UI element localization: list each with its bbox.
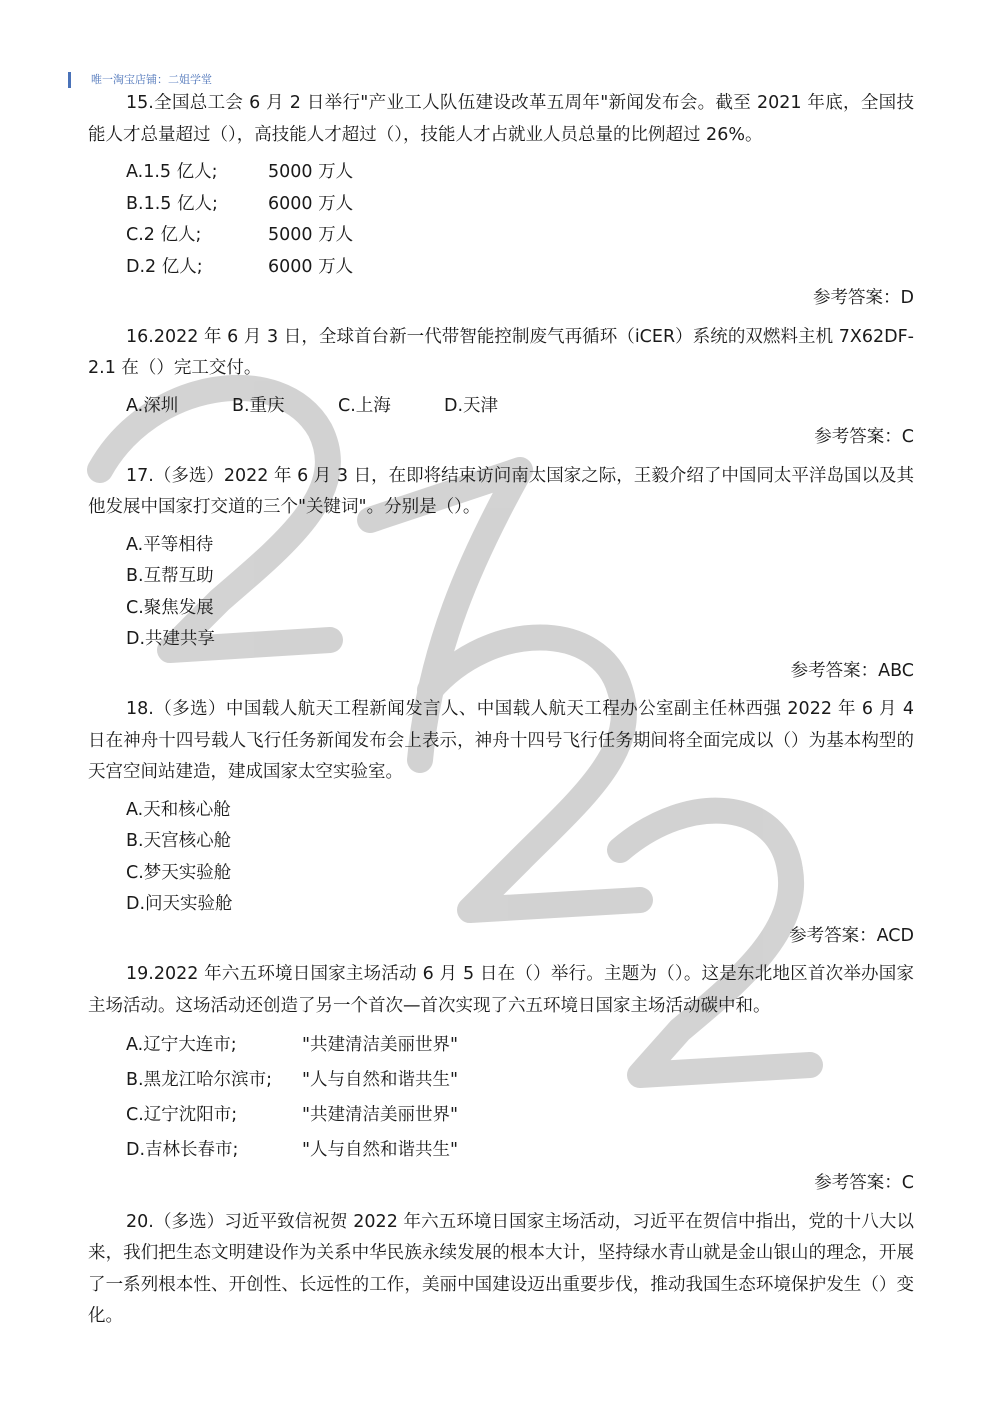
question-20-text: 20.（多选）习近平致信祝贺 2022 年六五环境日国家主场活动，习近平在贺信中指出，党的十八大以来，我们把生态文明建设作为关系中华民族永续发展的根本大计，坚持绿水青山就是金山银山的理念，开展了一系列根本性、开创性、长远性的工作，美丽中国建设迈出重要步伐，推动我国生态环境保护发生（）变化。 bbox=[88, 1211, 914, 1326]
question-19 bbox=[88, 959, 914, 1200]
question-16-answer: 参考答案：C bbox=[814, 427, 914, 447]
option-c-left: C.辽宁沈阳市; bbox=[126, 1104, 238, 1125]
option-b: B.天宫核心舱 bbox=[126, 831, 232, 851]
question-18 bbox=[88, 694, 914, 952]
option-c-left: C.2 亿人; bbox=[126, 225, 202, 245]
option-c bbox=[126, 1098, 914, 1133]
question-16-options bbox=[88, 391, 914, 423]
option-d bbox=[126, 252, 914, 284]
question-18-options bbox=[88, 795, 914, 921]
question-17-options bbox=[88, 530, 914, 656]
question-15-text: 15.全国总工会 6 月 2 日举行"产业工人队伍建设改革五周年"新闻发布会。截至 2021 年底，全国技能人才总量超过（），高技能人才超过（），技能人才占就业人员总量的比例超过 26%。 bbox=[88, 93, 914, 145]
option-a: A.深圳 bbox=[126, 395, 179, 416]
question-20 bbox=[88, 1207, 914, 1333]
option-a bbox=[126, 1028, 914, 1063]
option-d-left: D.2 亿人; bbox=[126, 256, 203, 277]
option-a-right: 5000 万人 bbox=[268, 162, 354, 182]
option-a-left: A.辽宁大连市; bbox=[126, 1034, 237, 1055]
option-a-left: A.1.5 亿人; bbox=[126, 162, 218, 182]
question-16 bbox=[88, 322, 914, 454]
question-19-options bbox=[88, 1028, 914, 1168]
option-d: D.天津 bbox=[444, 395, 499, 416]
option-a-right: "共建清洁美丽世界" bbox=[302, 1034, 459, 1055]
option-b-left: B.黑龙江哈尔滨市; bbox=[126, 1069, 272, 1090]
option-b-right: 6000 万人 bbox=[268, 193, 354, 214]
option-c bbox=[126, 220, 914, 252]
option-c: C.聚焦发展 bbox=[126, 597, 214, 618]
question-list bbox=[88, 88, 914, 1339]
option-d-right: "人与自然和谐共生" bbox=[302, 1139, 459, 1160]
option-b bbox=[126, 189, 914, 221]
option-b: B.重庆 bbox=[232, 395, 285, 416]
question-18-text: 18.（多选）中国载人航天工程新闻发言人、中国载人航天工程办公室副主任林西强 2022 年 6 月 4 日在神舟十四号载人飞行任务新闻发布会上表示，神舟十四号飞行任务期间将全面完成以（）为基本构型的天宫空间站建造，建成国家太空实验室。 bbox=[88, 699, 914, 782]
option-a bbox=[126, 157, 914, 189]
question-16-text: 16.2022 年 6 月 3 日，全球首台新一代带智能控制废气再循环（iCER）系统的双燃料主机 7X62DF-2.1 在（）完工交付。 bbox=[88, 326, 914, 378]
question-15-answer: 参考答案：D bbox=[813, 288, 914, 308]
option-c-right: 5000 万人 bbox=[268, 225, 354, 245]
option-c-right: "共建清洁美丽世界" bbox=[302, 1104, 459, 1125]
question-18-answer: 参考答案：ACD bbox=[789, 925, 914, 946]
option-d-right: 6000 万人 bbox=[268, 256, 354, 277]
shop-note: 唯一淘宝店铺：二姐学堂 bbox=[68, 72, 212, 88]
option-a: A.天和核心舱 bbox=[126, 799, 231, 820]
question-15 bbox=[88, 88, 914, 315]
option-c: C.梦天实验舱 bbox=[126, 862, 232, 883]
option-d: D.问天实验舱 bbox=[126, 894, 233, 914]
question-19-text: 19.2022 年六五环境日国家主场活动 6 月 5 日在（）举行。主题为（）。这是东北地区首次举办国家主场活动。这场活动还创造了另一个首次—首次实现了六五环境日国家主场活动碳中和。 bbox=[88, 964, 914, 1016]
question-15-options bbox=[88, 157, 914, 283]
option-b-right: "人与自然和谐共生" bbox=[302, 1069, 459, 1090]
option-d bbox=[126, 1133, 914, 1168]
option-c: C.上海 bbox=[338, 395, 391, 416]
option-d: D.共建共享 bbox=[126, 629, 216, 649]
option-b bbox=[126, 1063, 914, 1098]
option-b: B.互帮互助 bbox=[126, 566, 214, 586]
question-19-answer: 参考答案：C bbox=[814, 1173, 914, 1193]
question-17-answer: 参考答案：ABC bbox=[790, 660, 914, 681]
option-d-left: D.吉林长春市; bbox=[126, 1139, 239, 1160]
question-17-text: 17.（多选）2022 年 6 月 3 日，在即将结束访问南太国家之际，王毅介绍了中国同太平洋岛国以及其他发展中国家打交道的三个"关键词"。分别是（）。 bbox=[88, 465, 914, 517]
option-b-left: B.1.5 亿人; bbox=[126, 193, 218, 214]
question-17 bbox=[88, 461, 914, 688]
option-a: A.平等相待 bbox=[126, 534, 214, 555]
